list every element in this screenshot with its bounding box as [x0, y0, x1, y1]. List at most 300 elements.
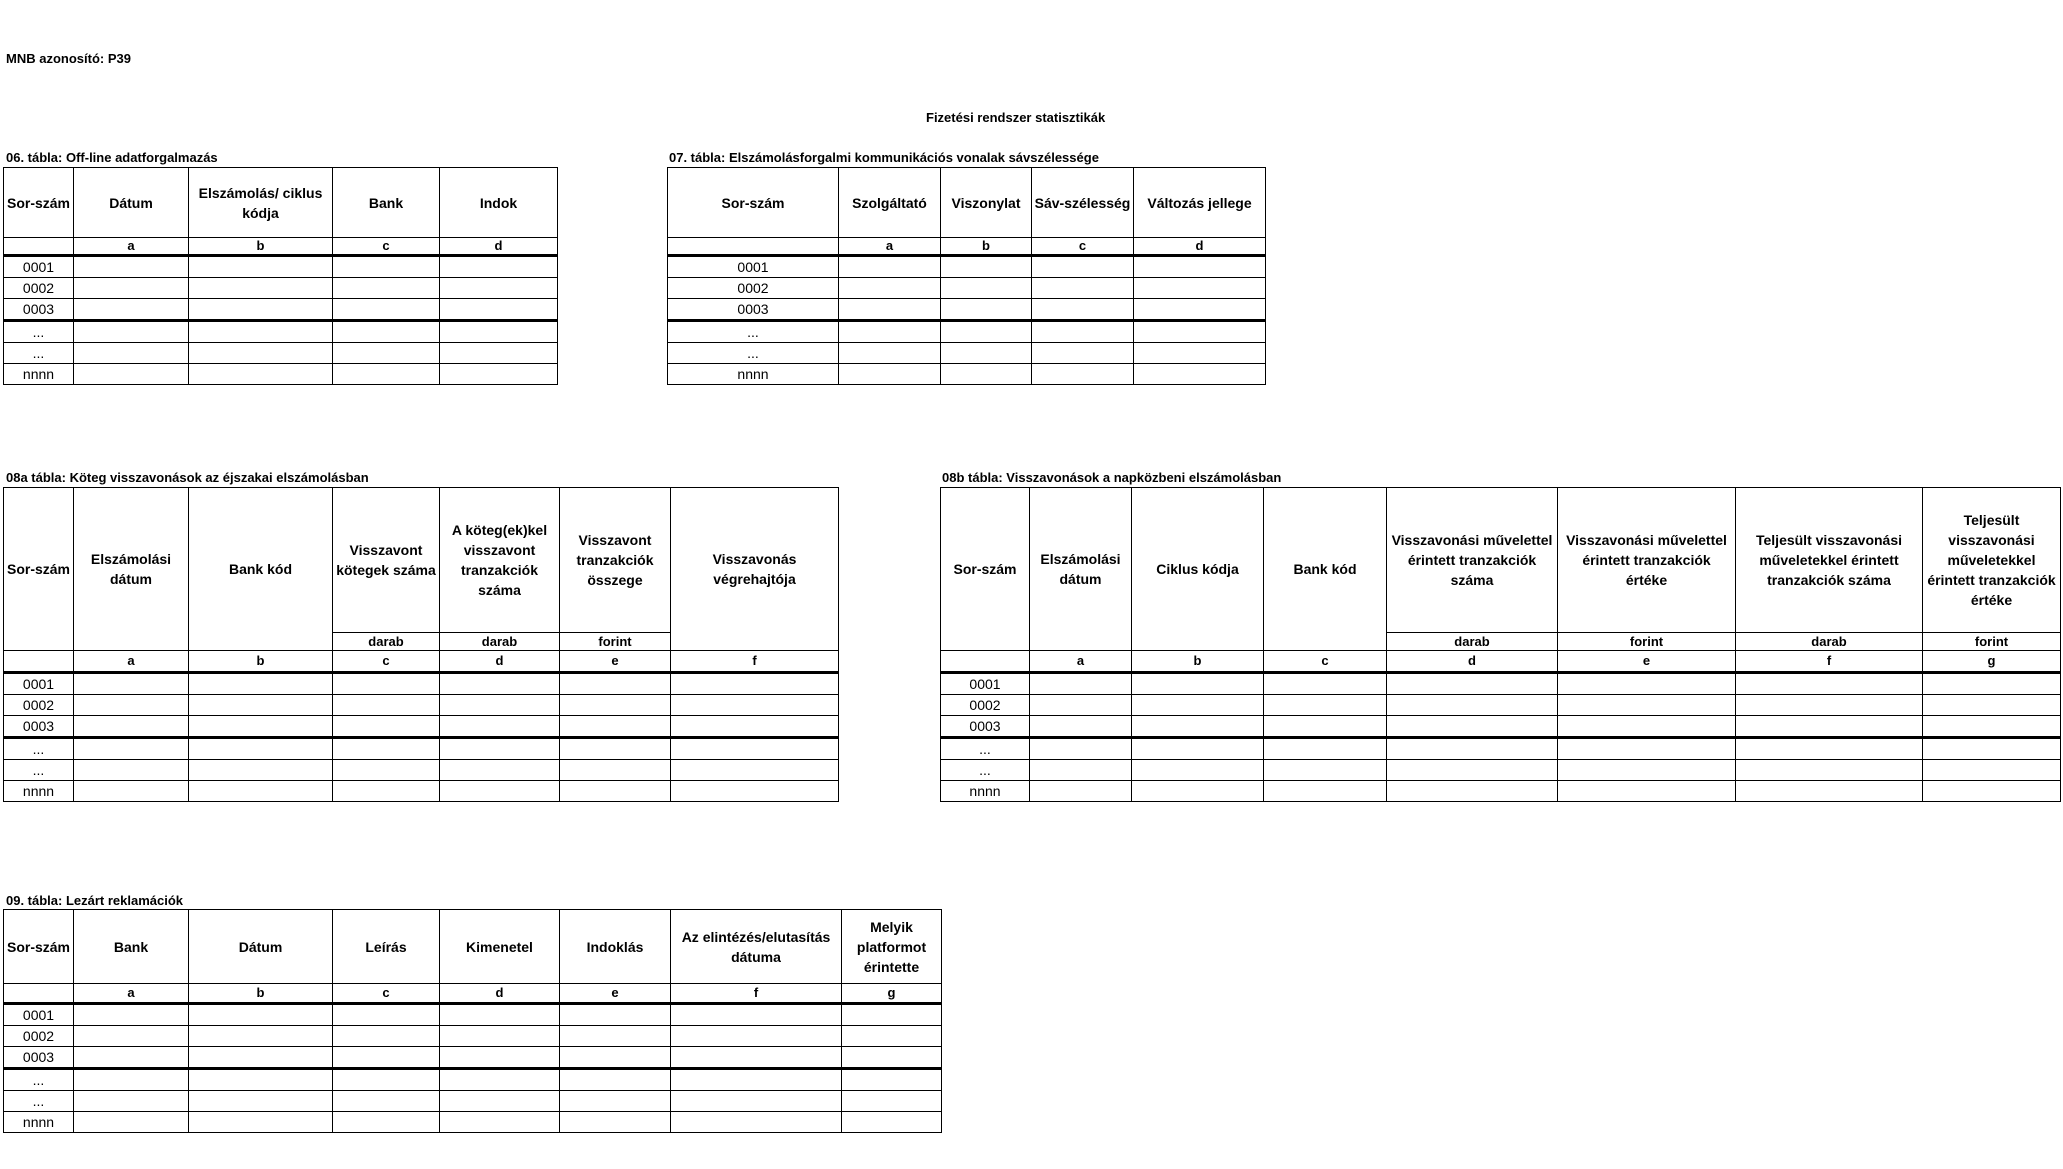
table06-header: Dátum	[74, 168, 189, 238]
table08b	[940, 487, 2061, 802]
data-cell[interactable]	[189, 321, 333, 343]
table06-letter: d	[440, 238, 558, 256]
data-cell[interactable]	[74, 695, 189, 716]
table-row	[668, 321, 1266, 343]
data-cell[interactable]	[333, 321, 440, 343]
table07-letter: a	[839, 238, 941, 256]
data-cell[interactable]	[333, 1091, 440, 1112]
data-cell[interactable]	[189, 781, 333, 802]
table09	[3, 909, 942, 1133]
data-cell[interactable]	[189, 364, 333, 385]
table08a-title: 08a tábla: Köteg visszavonások az éjszakai elszámolásban	[6, 470, 369, 485]
data-cell[interactable]	[189, 673, 333, 695]
table08a-letter: b	[189, 651, 333, 673]
data-cell[interactable]	[440, 695, 560, 716]
data-cell[interactable]	[839, 299, 941, 321]
table08a-letter: e	[560, 651, 671, 673]
data-cell[interactable]	[1030, 781, 1132, 802]
row-number: ...	[4, 760, 74, 781]
data-cell[interactable]	[1387, 738, 1558, 760]
table06-header: Elszámolás/ ciklus kódja	[189, 168, 333, 238]
data-cell[interactable]	[560, 1069, 671, 1091]
table09-header: Melyik platformot érintette	[842, 910, 942, 984]
data-cell[interactable]	[74, 1112, 189, 1133]
row-number: 0003	[941, 716, 1030, 738]
data-cell[interactable]	[1132, 716, 1264, 738]
table08b-header: Teljesült visszavonási műveletekkel érintett tranzakciók értéke	[1923, 488, 2061, 633]
table07-header: Sor-szám	[668, 168, 839, 238]
table08b-header: Sor-szám	[941, 488, 1030, 651]
data-cell[interactable]	[440, 738, 560, 760]
data-cell[interactable]	[333, 716, 440, 738]
table09-letter: b	[189, 984, 333, 1004]
data-cell[interactable]	[1132, 738, 1264, 760]
table-row	[668, 278, 1266, 299]
table09-letter: e	[560, 984, 671, 1004]
data-cell[interactable]	[440, 343, 558, 364]
data-cell[interactable]	[333, 760, 440, 781]
data-cell[interactable]	[189, 1112, 333, 1133]
table08b-unit: darab	[1387, 633, 1558, 651]
data-cell[interactable]	[560, 716, 671, 738]
data-cell[interactable]	[1387, 781, 1558, 802]
data-cell[interactable]	[333, 1069, 440, 1091]
table08a-unit: darab	[333, 633, 440, 651]
table09-letter	[4, 984, 74, 1004]
data-cell[interactable]	[189, 1047, 333, 1069]
data-cell[interactable]	[671, 695, 839, 716]
data-cell[interactable]	[842, 1069, 942, 1091]
data-cell[interactable]	[74, 256, 189, 278]
data-cell[interactable]	[560, 1026, 671, 1047]
data-cell[interactable]	[189, 760, 333, 781]
table08a-header: Elszámolási dátum	[74, 488, 189, 651]
data-cell[interactable]	[842, 1004, 942, 1026]
data-cell[interactable]	[440, 1069, 560, 1091]
data-cell[interactable]	[941, 343, 1032, 364]
data-cell[interactable]	[1032, 364, 1134, 385]
table08b-unit: forint	[1923, 633, 2061, 651]
row-number: ...	[941, 738, 1030, 760]
table08a-header: Bank kód	[189, 488, 333, 651]
table06	[3, 167, 558, 385]
row-number: ...	[941, 760, 1030, 781]
data-cell[interactable]	[74, 364, 189, 385]
table09-header: Dátum	[189, 910, 333, 984]
table09-letter: g	[842, 984, 942, 1004]
table-row	[4, 321, 558, 343]
data-cell[interactable]	[333, 343, 440, 364]
data-cell[interactable]	[333, 1112, 440, 1133]
table08b-header: Visszavonási művelettel érintett tranzakciók értéke	[1558, 488, 1736, 633]
data-cell[interactable]	[189, 716, 333, 738]
data-cell[interactable]	[1030, 695, 1132, 716]
table09-header: Kimenetel	[440, 910, 560, 984]
data-cell[interactable]	[1923, 716, 2061, 738]
table-row	[4, 1004, 942, 1026]
data-cell[interactable]	[74, 738, 189, 760]
data-cell[interactable]	[333, 256, 440, 278]
data-cell[interactable]	[1558, 716, 1736, 738]
table06-letter: c	[333, 238, 440, 256]
data-cell[interactable]	[1134, 321, 1266, 343]
table08b-header: Visszavonási művelettel érintett tranzakciók száma	[1387, 488, 1558, 633]
row-number: ...	[4, 738, 74, 760]
data-cell[interactable]	[333, 695, 440, 716]
data-cell[interactable]	[189, 695, 333, 716]
data-cell[interactable]	[839, 321, 941, 343]
table09-letter: f	[671, 984, 842, 1004]
table08a-header: A köteg(ek)kel visszavont tranzakciók száma	[440, 488, 560, 633]
data-cell[interactable]	[333, 1047, 440, 1069]
table-row	[941, 760, 2061, 781]
data-cell[interactable]	[1134, 364, 1266, 385]
table07-letter: d	[1134, 238, 1266, 256]
data-cell[interactable]	[1132, 695, 1264, 716]
data-cell[interactable]	[1134, 278, 1266, 299]
data-cell[interactable]	[671, 673, 839, 695]
data-cell[interactable]	[189, 738, 333, 760]
table-row	[668, 299, 1266, 321]
table-row	[4, 1047, 942, 1069]
data-cell[interactable]	[1736, 738, 1923, 760]
row-number: 0001	[668, 256, 839, 278]
data-cell[interactable]	[74, 343, 189, 364]
data-cell[interactable]	[440, 364, 558, 385]
data-cell[interactable]	[333, 738, 440, 760]
table09-title: 09. tábla: Lezárt reklamációk	[6, 893, 184, 908]
table-row	[4, 1112, 942, 1133]
data-cell[interactable]	[941, 364, 1032, 385]
data-cell[interactable]	[941, 256, 1032, 278]
data-cell[interactable]	[560, 695, 671, 716]
data-cell[interactable]	[1558, 738, 1736, 760]
table-row	[941, 781, 2061, 802]
table-row	[941, 716, 2061, 738]
table08b-letter	[941, 651, 1030, 673]
table07-letter: c	[1032, 238, 1134, 256]
data-cell[interactable]	[839, 278, 941, 299]
data-cell[interactable]	[1134, 256, 1266, 278]
data-cell[interactable]	[560, 1004, 671, 1026]
data-cell[interactable]	[74, 716, 189, 738]
data-cell[interactable]	[1032, 278, 1134, 299]
table-row	[4, 343, 558, 364]
data-cell[interactable]	[333, 278, 440, 299]
data-cell[interactable]	[189, 1026, 333, 1047]
data-cell[interactable]	[1736, 695, 1923, 716]
data-cell[interactable]	[74, 321, 189, 343]
data-cell[interactable]	[1923, 760, 2061, 781]
data-cell[interactable]	[941, 321, 1032, 343]
table08a-header: Visszavonás végrehajtója	[671, 488, 839, 651]
data-cell[interactable]	[440, 1004, 560, 1026]
data-cell[interactable]	[1387, 716, 1558, 738]
data-cell[interactable]	[560, 781, 671, 802]
row-number: nnnn	[4, 781, 74, 802]
table06-header: Sor-szám	[4, 168, 74, 238]
row-number: 0002	[4, 278, 74, 299]
data-cell[interactable]	[1923, 738, 2061, 760]
table08a-header: Visszavont kötegek száma	[333, 488, 440, 633]
data-cell[interactable]	[1387, 695, 1558, 716]
data-cell[interactable]	[1032, 256, 1134, 278]
data-cell[interactable]	[440, 278, 558, 299]
row-number: 0001	[4, 256, 74, 278]
table06-header: Indok	[440, 168, 558, 238]
table08a-letter: a	[74, 651, 189, 673]
data-cell[interactable]	[333, 781, 440, 802]
table07-header: Viszonylat	[941, 168, 1032, 238]
data-cell[interactable]	[74, 299, 189, 321]
data-cell[interactable]	[1558, 760, 1736, 781]
data-cell[interactable]	[839, 364, 941, 385]
row-number: ...	[668, 343, 839, 364]
data-cell[interactable]	[189, 1091, 333, 1112]
table08a-unit: forint	[560, 633, 671, 651]
data-cell[interactable]	[440, 1026, 560, 1047]
data-cell[interactable]	[1558, 695, 1736, 716]
table09-body	[4, 1004, 942, 1133]
data-cell[interactable]	[1558, 781, 1736, 802]
data-cell[interactable]	[560, 760, 671, 781]
table-row	[4, 738, 839, 760]
row-number: 0003	[4, 299, 74, 321]
data-cell[interactable]	[671, 1091, 842, 1112]
table-row	[4, 299, 558, 321]
table07-body	[668, 256, 1266, 385]
table06-title: 06. tábla: Off-line adatforgalmazás	[6, 150, 218, 165]
table09-header: Sor-szám	[4, 910, 74, 984]
data-cell[interactable]	[941, 299, 1032, 321]
data-cell[interactable]	[189, 1004, 333, 1026]
table08a-body	[4, 673, 839, 802]
data-cell[interactable]	[440, 760, 560, 781]
table-row	[668, 343, 1266, 364]
data-cell[interactable]	[1030, 673, 1132, 695]
data-cell[interactable]	[842, 1047, 942, 1069]
table08b-title: 08b tábla: Visszavonások a napközbeni elszámolásban	[942, 470, 1282, 485]
data-cell[interactable]	[1032, 343, 1134, 364]
data-cell[interactable]	[842, 1091, 942, 1112]
row-number: ...	[4, 1091, 74, 1112]
data-cell[interactable]	[440, 256, 558, 278]
data-cell[interactable]	[1132, 760, 1264, 781]
data-cell[interactable]	[440, 1091, 560, 1112]
data-cell[interactable]	[74, 760, 189, 781]
data-cell[interactable]	[1923, 673, 2061, 695]
table07-header: Szolgáltató	[839, 168, 941, 238]
data-cell[interactable]	[333, 299, 440, 321]
data-cell[interactable]	[189, 278, 333, 299]
data-cell[interactable]	[1032, 321, 1134, 343]
data-cell[interactable]	[1736, 716, 1923, 738]
data-cell[interactable]	[440, 1047, 560, 1069]
data-cell[interactable]	[671, 1047, 842, 1069]
data-cell[interactable]	[1134, 343, 1266, 364]
table09-letter: a	[74, 984, 189, 1004]
row-number: 0001	[4, 1004, 74, 1026]
row-number: 0002	[668, 278, 839, 299]
table08b-header: Elszámolási dátum	[1030, 488, 1132, 651]
row-number: 0002	[4, 1026, 74, 1047]
table-row	[941, 695, 2061, 716]
row-number: ...	[4, 321, 74, 343]
table06-header: Bank	[333, 168, 440, 238]
row-number: 0002	[4, 695, 74, 716]
row-number: ...	[4, 343, 74, 364]
data-cell[interactable]	[671, 781, 839, 802]
table08a-letter: f	[671, 651, 839, 673]
table08a-letter: c	[333, 651, 440, 673]
data-cell[interactable]	[560, 738, 671, 760]
data-cell[interactable]	[1264, 738, 1387, 760]
data-cell[interactable]	[671, 1112, 842, 1133]
data-cell[interactable]	[440, 299, 558, 321]
table-row	[668, 256, 1266, 278]
table07-letter: b	[941, 238, 1032, 256]
data-cell[interactable]	[941, 278, 1032, 299]
data-cell[interactable]	[440, 1112, 560, 1133]
table08b-unit: forint	[1558, 633, 1736, 651]
table07-title: 07. tábla: Elszámolásforgalmi kommunikációs vonalak sávszélessége	[669, 150, 1099, 165]
table06-letter: b	[189, 238, 333, 256]
data-cell[interactable]	[560, 1112, 671, 1133]
table07-header: Sáv-szélesség	[1032, 168, 1134, 238]
table08b-letter: e	[1558, 651, 1736, 673]
data-cell[interactable]	[1264, 695, 1387, 716]
data-cell[interactable]	[671, 1069, 842, 1091]
table08b-letter: b	[1132, 651, 1264, 673]
table08a-letter: d	[440, 651, 560, 673]
table07-letter	[668, 238, 839, 256]
data-cell[interactable]	[440, 781, 560, 802]
table-row	[4, 695, 839, 716]
table-row	[4, 760, 839, 781]
table09-letter: c	[333, 984, 440, 1004]
data-cell[interactable]	[1030, 716, 1132, 738]
data-cell[interactable]	[1558, 673, 1736, 695]
data-cell[interactable]	[1736, 760, 1923, 781]
data-cell[interactable]	[74, 1004, 189, 1026]
table08a-header: Sor-szám	[4, 488, 74, 651]
data-cell[interactable]	[189, 256, 333, 278]
table07-header: Változás jellege	[1134, 168, 1266, 238]
row-number: nnnn	[4, 364, 74, 385]
data-cell[interactable]	[671, 760, 839, 781]
table08b-letter: c	[1264, 651, 1387, 673]
table09-header: Leírás	[333, 910, 440, 984]
data-cell[interactable]	[1032, 299, 1134, 321]
data-cell[interactable]	[440, 321, 558, 343]
data-cell[interactable]	[333, 364, 440, 385]
data-cell[interactable]	[74, 1091, 189, 1112]
data-cell[interactable]	[74, 781, 189, 802]
data-cell[interactable]	[560, 1047, 671, 1069]
data-cell[interactable]	[1132, 781, 1264, 802]
data-cell[interactable]	[74, 673, 189, 695]
data-cell[interactable]	[1134, 299, 1266, 321]
data-cell[interactable]	[671, 1004, 842, 1026]
data-cell[interactable]	[1923, 695, 2061, 716]
data-cell[interactable]	[189, 1069, 333, 1091]
data-cell[interactable]	[333, 673, 440, 695]
data-cell[interactable]	[671, 716, 839, 738]
table-row	[4, 1091, 942, 1112]
data-cell[interactable]	[560, 673, 671, 695]
table06-letter	[4, 238, 74, 256]
data-cell[interactable]	[1030, 738, 1132, 760]
data-cell[interactable]	[671, 738, 839, 760]
data-cell[interactable]	[74, 1069, 189, 1091]
data-cell[interactable]	[1736, 673, 1923, 695]
data-cell[interactable]	[440, 673, 560, 695]
table-row	[668, 364, 1266, 385]
data-cell[interactable]	[671, 1026, 842, 1047]
data-cell[interactable]	[1923, 781, 2061, 802]
table08a	[3, 487, 839, 802]
table-row	[4, 1069, 942, 1091]
data-cell[interactable]	[1264, 760, 1387, 781]
data-cell[interactable]	[440, 716, 560, 738]
data-cell[interactable]	[842, 1112, 942, 1133]
table06-letter: a	[74, 238, 189, 256]
data-cell[interactable]	[1030, 760, 1132, 781]
row-number: ...	[4, 1069, 74, 1091]
row-number: nnnn	[4, 1112, 74, 1133]
data-cell[interactable]	[333, 1004, 440, 1026]
table08a-letter	[4, 651, 74, 673]
data-cell[interactable]	[74, 278, 189, 299]
table-row	[941, 673, 2061, 695]
data-cell[interactable]	[189, 299, 333, 321]
table-row	[4, 781, 839, 802]
table-row	[4, 716, 839, 738]
data-cell[interactable]	[333, 1026, 440, 1047]
data-cell[interactable]	[1264, 716, 1387, 738]
data-cell[interactable]	[189, 343, 333, 364]
data-cell[interactable]	[74, 1047, 189, 1069]
data-cell[interactable]	[1264, 673, 1387, 695]
data-cell[interactable]	[1736, 781, 1923, 802]
table09-header: Az elintézés/elutasítás dátuma	[671, 910, 842, 984]
table08b-header: Bank kód	[1264, 488, 1387, 651]
data-cell[interactable]	[839, 343, 941, 364]
data-cell[interactable]	[74, 1026, 189, 1047]
table08b-header: Ciklus kódja	[1132, 488, 1264, 651]
data-cell[interactable]	[1132, 673, 1264, 695]
page-title: Fizetési rendszer statisztikák	[926, 110, 1106, 125]
table-row	[941, 738, 2061, 760]
table07	[667, 167, 1266, 385]
table-row	[4, 278, 558, 299]
table08b-header: Teljesült visszavonási műveletekkel érintett tranzakciók száma	[1736, 488, 1923, 633]
row-number: nnnn	[941, 781, 1030, 802]
table09-header: Indoklás	[560, 910, 671, 984]
table08b-letter: f	[1736, 651, 1923, 673]
row-number: 0002	[941, 695, 1030, 716]
table08b-letter: a	[1030, 651, 1132, 673]
data-cell[interactable]	[1387, 760, 1558, 781]
data-cell[interactable]	[560, 1091, 671, 1112]
row-number: ...	[668, 321, 839, 343]
data-cell[interactable]	[842, 1026, 942, 1047]
table08b-body	[941, 673, 2061, 802]
data-cell[interactable]	[1264, 781, 1387, 802]
row-number: 0003	[4, 1047, 74, 1069]
data-cell[interactable]	[839, 256, 941, 278]
data-cell[interactable]	[1387, 673, 1558, 695]
